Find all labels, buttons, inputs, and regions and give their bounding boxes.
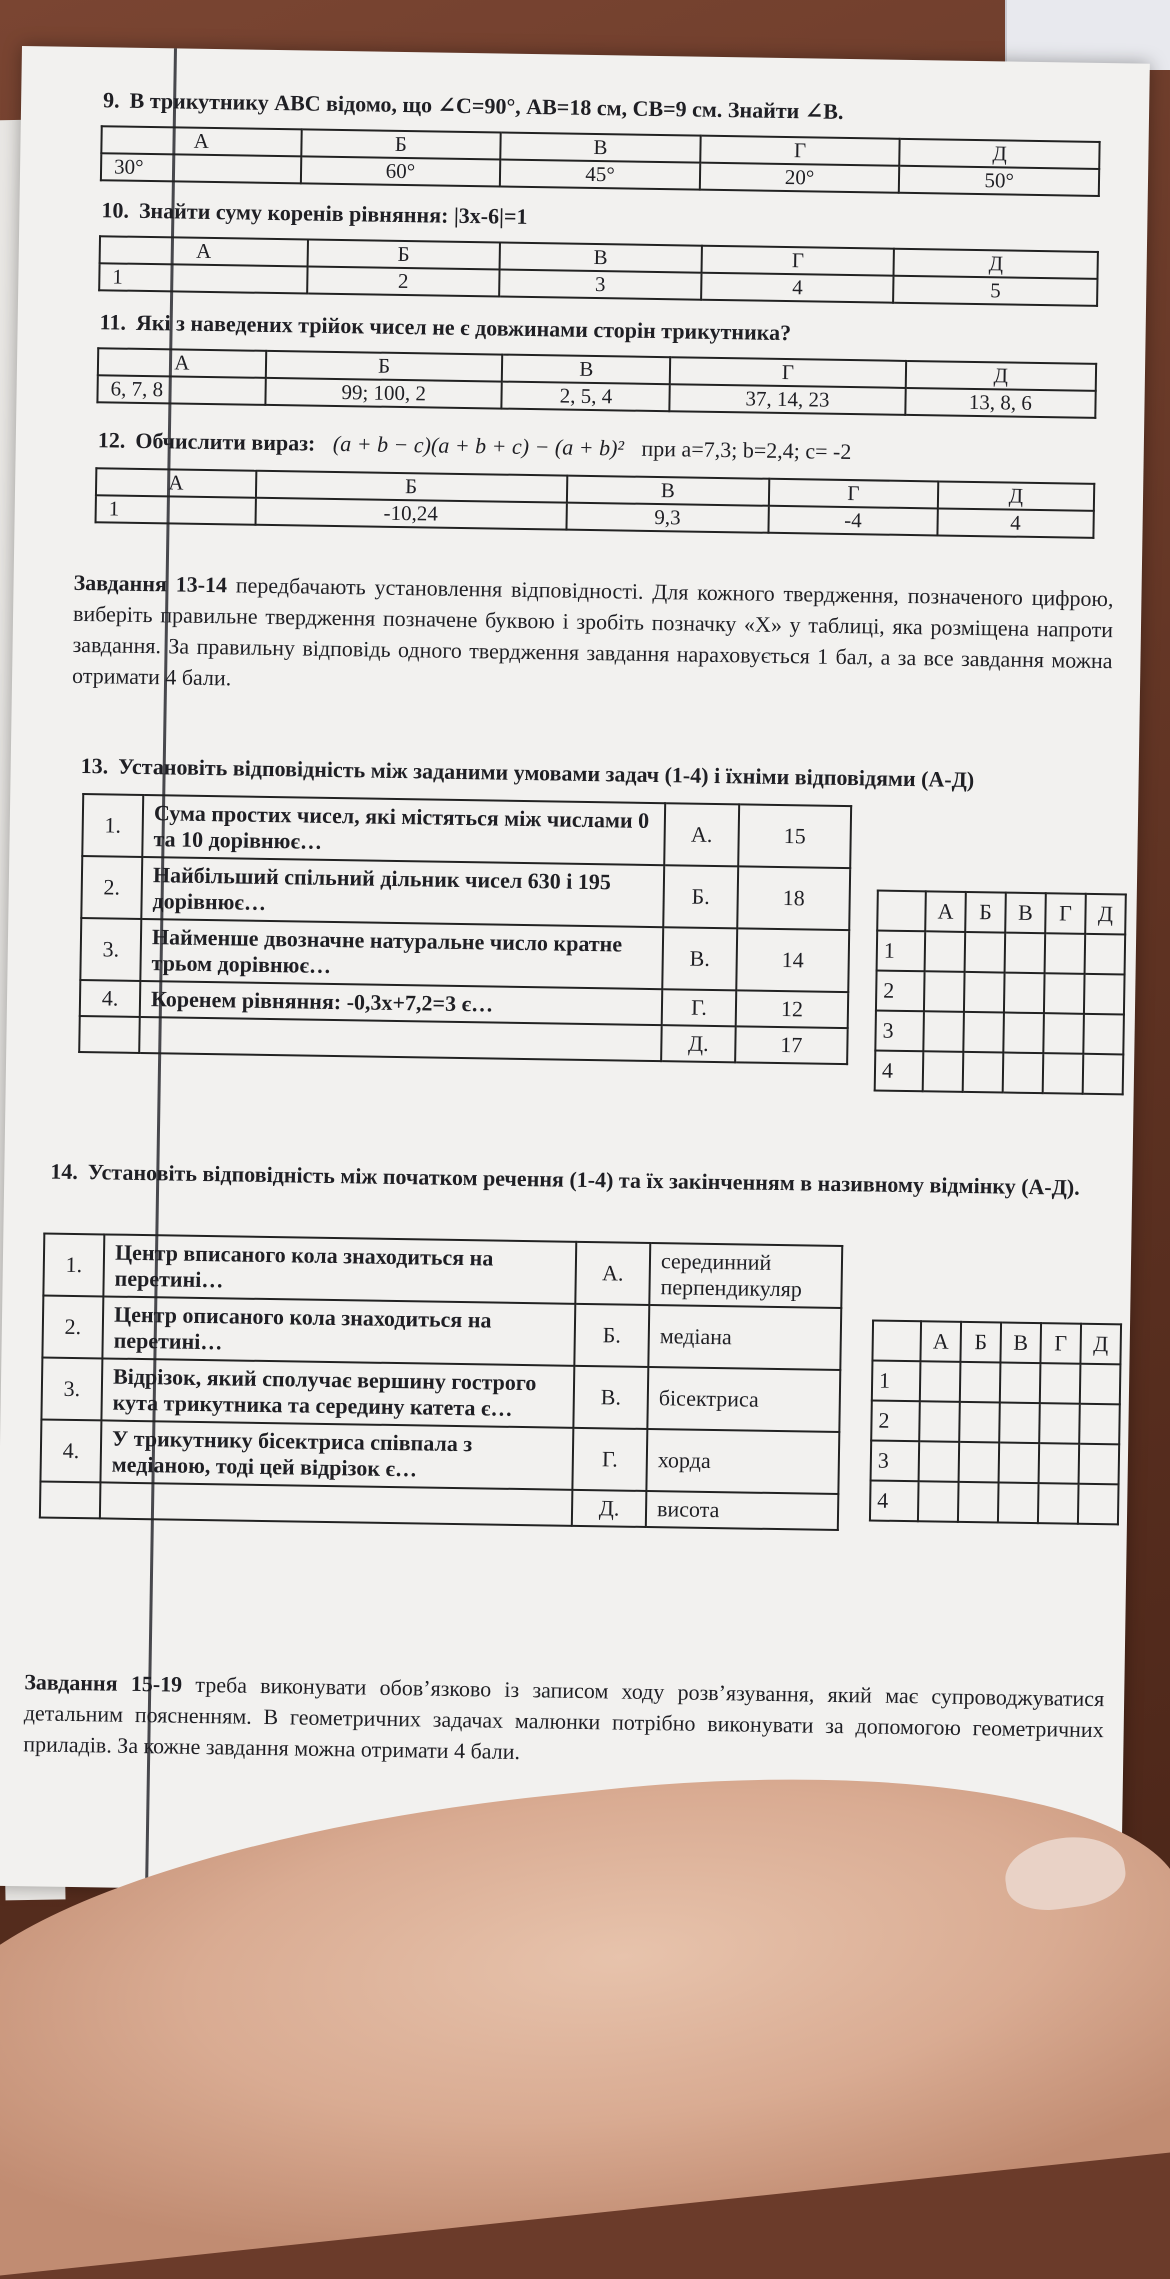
grid-row-header: 1 bbox=[877, 931, 926, 972]
grid-cell[interactable] bbox=[924, 971, 965, 1012]
statement-number: 3. bbox=[80, 918, 141, 981]
option-value: 45° bbox=[500, 160, 700, 190]
question-number: 14. bbox=[50, 1158, 79, 1185]
answer-table-10 bbox=[98, 235, 1099, 307]
option-value: 4 bbox=[937, 508, 1094, 537]
option-header: Г bbox=[700, 136, 900, 166]
grid-col-header: В bbox=[1000, 1323, 1041, 1364]
grid-col-header: А bbox=[920, 1321, 961, 1362]
grid-col-header: Г bbox=[1040, 1323, 1081, 1364]
statement-text: Найменше двозначне натуральне число кратне трьом дорівнює… bbox=[140, 919, 663, 989]
grid-cell[interactable] bbox=[1083, 1014, 1124, 1055]
statement-text: У трикутнику бісектриса співпала з медіаною, тоді цей відрізок є… bbox=[100, 1420, 573, 1489]
option-header: А bbox=[98, 348, 266, 378]
option-value: 6, 7, 8 bbox=[97, 375, 265, 405]
grid-cell[interactable] bbox=[1038, 1483, 1079, 1524]
option-value: 50° bbox=[899, 166, 1099, 196]
answer-table-9 bbox=[100, 125, 1101, 197]
statement-text: Центр описаного кола знаходиться на перетині… bbox=[102, 1296, 575, 1365]
grid-row bbox=[877, 931, 1126, 975]
grid-row-header: 3 bbox=[871, 1441, 920, 1482]
answer-letter: В. bbox=[573, 1366, 648, 1429]
option-value: -4 bbox=[769, 506, 938, 536]
answer-letter: Б. bbox=[663, 865, 738, 928]
instructions-lead: Завдання 15-19 bbox=[24, 1669, 183, 1697]
statement-number: 1. bbox=[43, 1233, 104, 1296]
option-value: 2 bbox=[307, 267, 500, 297]
option-value: 60° bbox=[300, 156, 500, 186]
grid-cell[interactable] bbox=[1043, 1013, 1084, 1054]
option-header: Д bbox=[905, 361, 1096, 391]
statement-text: Сума простих чисел, які містяться між числами 0 та 10 дорівнює… bbox=[142, 795, 665, 865]
grid-row bbox=[876, 971, 1125, 1015]
grid-cell[interactable] bbox=[999, 1403, 1040, 1444]
question-9 bbox=[103, 87, 844, 125]
statement-number: 2. bbox=[81, 856, 142, 919]
instructions-15-19 bbox=[23, 1666, 1104, 1776]
grid-cell[interactable] bbox=[965, 932, 1006, 973]
grid-cell[interactable] bbox=[1043, 1053, 1084, 1094]
grid-cell[interactable] bbox=[1083, 1054, 1124, 1095]
answer-value: 14 bbox=[736, 928, 849, 992]
grid-row bbox=[872, 1361, 1121, 1405]
statement-text: Відрізок, який сполучає вершину гострого кута трикутника та середину катета є… bbox=[101, 1358, 574, 1427]
answer-letter: А. bbox=[575, 1242, 650, 1305]
expression-formula: (a + b − c)(a + b + c) − (a + b)² bbox=[332, 430, 625, 461]
answer-letter: А. bbox=[664, 803, 739, 866]
statement-text: Коренем рівняння: -0,3х+7,2=3 є… bbox=[140, 981, 663, 1025]
grid-header-row bbox=[877, 891, 1126, 935]
statement-number bbox=[40, 1481, 101, 1518]
grid-cell[interactable] bbox=[960, 1362, 1001, 1403]
question-number: 12. bbox=[97, 427, 126, 453]
question-10 bbox=[101, 197, 527, 230]
option-value: 2, 5, 4 bbox=[502, 382, 670, 412]
statement-text: Центр вписаного кола знаходиться на перетині… bbox=[103, 1234, 576, 1303]
grid-col-header: Б bbox=[965, 892, 1006, 933]
matching-table-14 bbox=[39, 1232, 843, 1531]
grid-cell[interactable] bbox=[959, 1402, 1000, 1443]
answer-table-11 bbox=[96, 347, 1097, 419]
statement-number: 2. bbox=[42, 1295, 103, 1358]
question-number: 13. bbox=[80, 753, 109, 779]
option-header: А bbox=[101, 126, 301, 156]
option-value: -10,24 bbox=[255, 498, 566, 530]
answer-letter: Д. bbox=[572, 1490, 647, 1527]
grid-col-header: Б bbox=[960, 1322, 1001, 1363]
answer-value: бісектриса bbox=[647, 1367, 840, 1432]
grid-col-header: А bbox=[925, 891, 966, 932]
option-value: 13, 8, 6 bbox=[905, 388, 1096, 418]
grid-cell[interactable] bbox=[923, 1051, 964, 1092]
question-number: 9. bbox=[102, 87, 120, 113]
question-text: В трикутнику АВС відомо, що ∠С=90°, АВ=18 см, СВ=9 см. Знайти ∠В. bbox=[129, 87, 844, 124]
answer-grid-13 bbox=[874, 890, 1127, 1096]
option-header: А bbox=[100, 236, 308, 266]
statement-number: 4. bbox=[40, 1419, 101, 1482]
grid-cell[interactable] bbox=[1044, 973, 1085, 1014]
grid-cell[interactable] bbox=[1080, 1364, 1121, 1405]
grid-cell[interactable] bbox=[920, 1361, 961, 1402]
grid-cell[interactable] bbox=[1039, 1443, 1080, 1484]
option-value: 30° bbox=[101, 153, 301, 183]
option-value: 4 bbox=[701, 273, 894, 303]
grid-cell[interactable] bbox=[919, 1401, 960, 1442]
answer-value: 12 bbox=[736, 990, 849, 1028]
grid-row-header: 2 bbox=[876, 971, 925, 1012]
grid-cell[interactable] bbox=[999, 1443, 1040, 1484]
instructions-text: передбачають установлення відповідності. Для кожного твердження, позначеного цифрою, виберіть правильне твердження позначене буквою і зробіть позначку «Х» у таблиці, яка розміщена напроти завдання. За правильну відповідь одного твердження завдання нараховується 1 бал, а за все завдання можна отримати 4 бали. bbox=[71, 572, 1114, 691]
grid-cell[interactable] bbox=[963, 1052, 1004, 1093]
grid-cell[interactable] bbox=[1040, 1363, 1081, 1404]
answer-value: медіана bbox=[648, 1305, 841, 1370]
question-text: Знайти суму коренів рівняння: |3х-6|=1 bbox=[138, 197, 528, 229]
grid-cell[interactable] bbox=[1045, 933, 1086, 974]
grid-cell[interactable] bbox=[959, 1442, 1000, 1483]
statement-number bbox=[79, 1016, 140, 1053]
grid-cell[interactable] bbox=[1079, 1404, 1120, 1445]
grid-cell[interactable] bbox=[918, 1481, 959, 1522]
answer-letter: Д. bbox=[661, 1025, 736, 1062]
grid-row-header: 4 bbox=[870, 1481, 919, 1522]
grid-row-header: 3 bbox=[875, 1011, 924, 1052]
grid-corner bbox=[872, 1321, 921, 1362]
instructions-13-14 bbox=[72, 567, 1114, 707]
option-header: Г bbox=[701, 246, 894, 276]
question-13 bbox=[80, 753, 974, 793]
grid-row bbox=[875, 1051, 1124, 1095]
statement-text bbox=[100, 1482, 573, 1525]
grid-col-header: Г bbox=[1045, 893, 1086, 934]
grid-cell[interactable] bbox=[919, 1441, 960, 1482]
option-header: Д bbox=[900, 139, 1100, 169]
grid-row bbox=[871, 1401, 1120, 1445]
grid-cell[interactable] bbox=[1003, 1013, 1044, 1054]
option-header: Д bbox=[938, 481, 1095, 510]
answer-value: хорда bbox=[646, 1429, 839, 1494]
grid-cell[interactable] bbox=[1078, 1484, 1119, 1525]
question-number: 11. bbox=[99, 309, 127, 335]
option-value: 5 bbox=[893, 276, 1097, 306]
option-value: 1 bbox=[96, 495, 256, 525]
grid-row bbox=[875, 1011, 1124, 1055]
grid-cell[interactable] bbox=[1079, 1444, 1120, 1485]
option-value: 37, 14, 23 bbox=[670, 384, 906, 415]
option-header: В bbox=[500, 133, 700, 163]
option-value: 20° bbox=[700, 163, 900, 193]
statement-text: Найбільший спільний дільник чисел 630 і 195 дорівнює… bbox=[141, 857, 664, 927]
question-text: Обчислити вираз: bbox=[135, 427, 316, 456]
option-value: 1 bbox=[99, 263, 307, 293]
notebook-corner bbox=[1005, 0, 1170, 70]
answer-table-12 bbox=[95, 467, 1096, 539]
expression-condition: при а=7,3; b=2,4; c= -2 bbox=[641, 435, 852, 465]
option-value: 99; 100, 2 bbox=[265, 378, 502, 409]
instructions-lead: Завдання 13-14 bbox=[73, 569, 228, 598]
answer-value: 17 bbox=[735, 1026, 848, 1064]
option-header: В bbox=[502, 355, 670, 385]
grid-cell[interactable] bbox=[1085, 934, 1126, 975]
grid-row bbox=[870, 1481, 1119, 1525]
answer-value: 18 bbox=[737, 866, 850, 930]
question-12 bbox=[98, 427, 852, 465]
question-11 bbox=[99, 309, 791, 346]
grid-cell[interactable] bbox=[964, 972, 1005, 1013]
statement-number: 3. bbox=[41, 1357, 102, 1420]
answer-letter: В. bbox=[662, 927, 737, 990]
answer-letter: Б. bbox=[574, 1304, 649, 1367]
option-header: Г bbox=[769, 479, 938, 509]
grid-cell[interactable] bbox=[998, 1483, 1039, 1524]
grid-cell[interactable] bbox=[963, 1012, 1004, 1053]
answer-letter: Г. bbox=[572, 1428, 647, 1491]
option-header: А bbox=[96, 468, 256, 498]
question-number: 10. bbox=[101, 197, 130, 223]
statement-number: 1. bbox=[82, 794, 143, 857]
option-header: Г bbox=[670, 357, 906, 388]
option-header: Д bbox=[894, 249, 1098, 279]
grid-row bbox=[871, 1441, 1120, 1485]
grid-col-header: Д bbox=[1080, 1324, 1121, 1365]
option-header: Б bbox=[255, 471, 566, 503]
answer-value: серединний перпендикуляр bbox=[649, 1243, 842, 1308]
grid-row-header: 1 bbox=[872, 1361, 921, 1402]
instructions-text: треба виконувати обов’язково із записом ходу розв’язування, який має супроводжуватися детальним поясненням. В геометричних задачах малюнки потрібно виконувати за допомогою геометричних приладів. За кожне завдання можна отримати 4 бали. bbox=[23, 1671, 1105, 1765]
grid-header-row bbox=[872, 1321, 1121, 1365]
answer-value: висота bbox=[646, 1491, 839, 1530]
option-header: В bbox=[566, 476, 769, 506]
grid-cell[interactable] bbox=[1039, 1403, 1080, 1444]
option-header: Б bbox=[301, 129, 501, 159]
question-text: Установіть відповідність між початком речення (1-4) та їх закінченням в називному відмінку (А-Д). bbox=[87, 1159, 1080, 1200]
grid-row-header: 4 bbox=[875, 1051, 924, 1092]
grid-cell[interactable] bbox=[923, 1011, 964, 1052]
option-header: Б bbox=[307, 240, 500, 270]
answer-letter: Г. bbox=[662, 989, 737, 1026]
grid-cell[interactable] bbox=[1084, 974, 1125, 1015]
matching-table-13 bbox=[78, 793, 852, 1065]
test-sheet bbox=[0, 46, 1150, 1903]
grid-col-header: Д bbox=[1085, 894, 1126, 935]
grid-cell[interactable] bbox=[1003, 1053, 1044, 1094]
statement-number: 4. bbox=[80, 980, 141, 1017]
question-text: Які з наведених трійок чисел не є довжинами сторін трикутника? bbox=[135, 309, 792, 346]
grid-row-header: 2 bbox=[871, 1401, 920, 1442]
option-header: В bbox=[499, 243, 701, 273]
answer-value: 15 bbox=[738, 804, 851, 868]
grid-cell[interactable] bbox=[1005, 933, 1046, 974]
grid-cell[interactable] bbox=[1000, 1363, 1041, 1404]
grid-cell[interactable] bbox=[958, 1482, 999, 1523]
question-14 bbox=[50, 1157, 1100, 1203]
grid-col-header: В bbox=[1005, 893, 1046, 934]
statement-text bbox=[139, 1017, 662, 1061]
question-text: Установіть відповідність між заданими умовами задач (1-4) і їхніми відповідями (А-Д) bbox=[118, 753, 975, 793]
grid-corner bbox=[877, 891, 926, 932]
option-value: 3 bbox=[499, 270, 701, 300]
answer-grid-14 bbox=[869, 1320, 1122, 1526]
grid-cell[interactable] bbox=[925, 931, 966, 972]
option-header: Б bbox=[266, 351, 503, 382]
grid-cell[interactable] bbox=[1004, 973, 1045, 1014]
option-value: 9,3 bbox=[566, 503, 769, 533]
